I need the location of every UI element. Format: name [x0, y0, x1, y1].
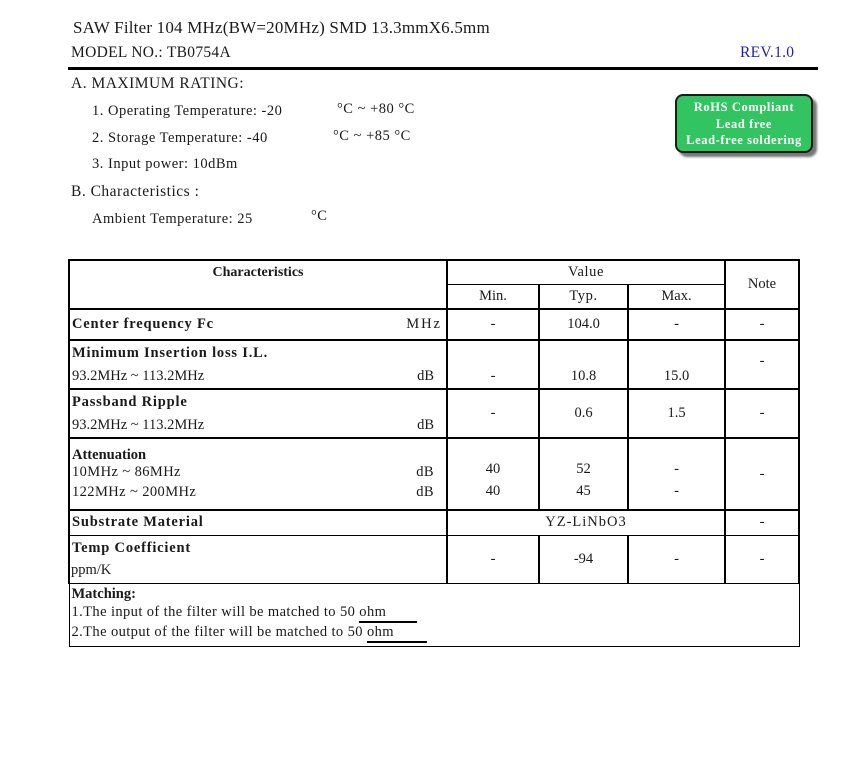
attenuation-unit-2: dB [416, 484, 434, 500]
matching-input-ohm: ohm [359, 604, 417, 623]
center-frequency-label: Center frequency Fc [72, 316, 214, 332]
insertion-loss-max: 15.0 [628, 340, 725, 389]
center-frequency-min: - [447, 309, 539, 340]
table-row [69, 340, 799, 389]
rohs-badge [675, 94, 813, 153]
attenuation-max-1: - [674, 460, 679, 477]
center-frequency-typ: 104.0 [539, 309, 628, 340]
insertion-loss-range: 93.2MHz ~ 113.2MHz [72, 367, 205, 384]
temp-coefficient-label: Temp Coefficient [72, 539, 191, 556]
ripple-label: Passband Ripple [72, 393, 188, 410]
ripple-min: - [447, 389, 539, 438]
characteristics-table [68, 259, 800, 647]
substrate-note: - [725, 510, 799, 535]
attenuation-label: Attenuation [72, 447, 147, 463]
revision-label: REV.1.0 [740, 44, 795, 61]
operating-temp-label: 1. Operating Temperature: -20 [92, 103, 283, 119]
attenuation-unit-1: dB [416, 464, 434, 480]
ambient-temp-unit: °C [311, 208, 328, 224]
lead-free-line: Lead free [715, 116, 773, 131]
input-power-label: 3. Input power: 10dBm [92, 156, 238, 172]
matching-heading: Matching: [71, 585, 136, 602]
matching-input-text: 1.The input of the filter will be matched to 50 [71, 603, 360, 620]
insertion-loss-typ: 10.8 [539, 340, 628, 389]
ripple-range: 93.2MHz ~ 113.2MHz [72, 416, 205, 433]
attenuation-min-2: 40 [485, 482, 501, 499]
lead-free-soldering-line: Lead-free soldering [686, 133, 802, 147]
table-row [69, 535, 799, 583]
table-row [69, 389, 799, 438]
header-min: Min. [447, 284, 539, 309]
insertion-loss-min: - [447, 340, 539, 389]
temp-coefficient-min: - [447, 535, 539, 583]
attenuation-typ-1: 52 [576, 460, 591, 477]
table-row [69, 438, 799, 510]
header-characteristics: Characteristics [69, 260, 447, 309]
substrate-label: Substrate Material [72, 514, 204, 531]
attenuation-range-1: 10MHz ~ 86MHz [72, 464, 181, 480]
ripple-unit: dB [417, 416, 434, 433]
center-frequency-note: - [725, 309, 799, 340]
insertion-loss-label: Minimum Insertion loss I.L. [72, 344, 269, 361]
max-rating-heading: A. MAXIMUM RATING: [71, 75, 245, 92]
attenuation-range-2: 122MHz ~ 200MHz [72, 484, 197, 500]
header-typ: Typ. [539, 284, 628, 309]
header-max: Max. [628, 284, 725, 309]
ripple-note: - [725, 389, 799, 438]
temp-coefficient-unit: ppm/K [71, 561, 112, 578]
matching-output-text: 2.The output of the filter will be matched to 50 [71, 623, 367, 640]
matching-output-ohm: ohm [367, 624, 427, 643]
substrate-value: YZ-LiNbO3 [447, 510, 725, 535]
characteristics-heading: B. Characteristics : [71, 183, 200, 200]
document-title: SAW Filter 104 MHz(BW=20MHz) SMD 13.3mmX6.5mm [73, 18, 490, 37]
insertion-loss-unit: dB [417, 367, 434, 384]
operating-temp-range: °C ~ +80 °C [337, 101, 415, 117]
center-frequency-max: - [628, 309, 725, 340]
attenuation-min-1: 40 [485, 460, 501, 477]
ambient-temp-label: Ambient Temperature: 25 [92, 211, 253, 227]
center-frequency-unit: MHz [406, 316, 442, 332]
insertion-loss-note: - [725, 340, 799, 389]
attenuation-max-2: - [674, 482, 679, 499]
table-row [69, 309, 799, 340]
header-value: Value [447, 260, 725, 284]
attenuation-note: - [725, 438, 799, 510]
header-note: Note [725, 260, 799, 309]
rohs-line: RoHS Compliant [693, 100, 795, 114]
temp-coefficient-note: - [725, 535, 799, 583]
ripple-typ: 0.6 [539, 389, 628, 438]
storage-temp-range: °C ~ +85 °C [333, 128, 411, 144]
ripple-max: 1.5 [628, 389, 725, 438]
table-row [69, 583, 799, 646]
storage-temp-label: 2. Storage Temperature: -40 [92, 130, 268, 146]
temp-coefficient-typ: -94 [539, 535, 628, 583]
temp-coefficient-max: - [628, 535, 725, 583]
table-row [69, 510, 799, 535]
header-divider [68, 67, 818, 70]
attenuation-typ-2: 45 [576, 482, 591, 499]
model-number: MODEL NO.: TB0754A [71, 44, 231, 61]
